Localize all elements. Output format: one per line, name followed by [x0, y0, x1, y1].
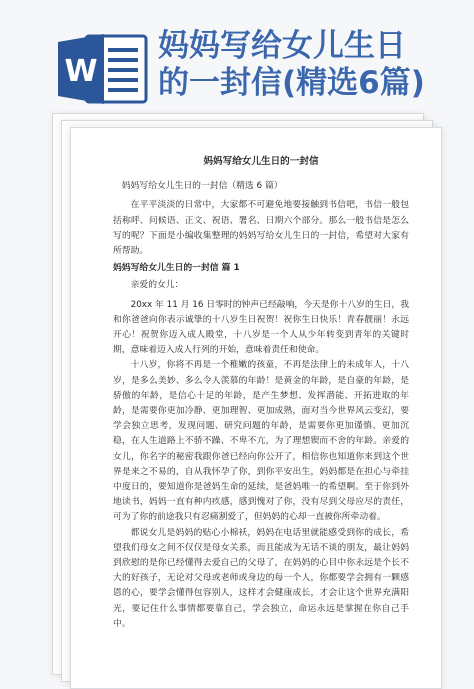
- svg-text:W: W: [64, 54, 98, 89]
- word-document-icon: [56, 32, 148, 106]
- banner-title-line1: 妈妈写给女儿生日: [158, 28, 406, 64]
- body-paragraph-3: 都说女儿是妈妈的贴心小棉袄，妈妈在电话里就能感受到你的成长，希望我们母女之间不仅仅是母女关系，而且能成为无话不谈的朋友，最让妈妈到欣慰的是你已经懂得去爱自己的父母了，在妈妈的心目中你永远是个长不大的好孩子，无论对父母或老师或身边的每一个人，你都要学会拥有一颗感恩的心，要学会懂得包容别人，这样才会健康成长，才会让这个世界充满阳光，要记住什么事情都要靠自己，学会独立，命运永远是掌握在你自己手中。: [113, 527, 409, 629]
- document-title: 妈妈写给女儿生日的一封信: [203, 156, 319, 167]
- banner-title-line2: 的一封信(精选6篇): [158, 65, 425, 101]
- section-heading: 妈妈写给女儿生日的一封信 篇 1: [113, 263, 240, 274]
- document-subtitle: 妈妈写给女儿生日的一封信（精选 6 篇）: [121, 181, 283, 192]
- letter-greeting: 亲爱的女儿：: [130, 280, 184, 291]
- body-paragraph-2: 十八岁，你将不再是一个稚嫩的孩童，不再是法律上的未成年人，十八岁，是多么美妙、多么令人羡慕的年龄！是黄金的年龄，是自豪的年龄，是骄傲的年龄，是信心十足的年龄，是产生梦想、发挥潜能、开拓进取的年龄，是需要你更加冷静、更加理智、更加成熟，面对当今世界风云变幻，要学会独立思考，发现问题、研究问题的年龄，是需要你更加谨慎、更加沉稳，在人生道路上不骄不躁、不卑不亢，为了理想锲而不舍的年龄。亲爱的女儿，你名字的秘密我跟你爸已经向你公开了，相信你也知道你来到这个世界是来之不易的，自从我怀孕了你，到你平安出生，妈妈都是在担心与牵挂中度日的，要知道你是爸妈生命的延续，是爸妈唯一的希望啊。至于你到外地读书，妈妈一直有种内疚感，感到愧对了你，没有尽到父母应尽的责任，可为了你的前途我只有忍痛割爱了，但妈妈的心却一直被你所牵动着。: [113, 360, 409, 523]
- document-content: [113, 154, 409, 632]
- document-preview: [52, 113, 440, 669]
- body-paragraph-1: 20xx 年 11 月 16 日零时的钟声已经敲响，今天是你十八岁的生日，我和你爸爸向你表示诚挚的十八岁生日祝贺！祝你生日快乐！青春靓丽！永远开心！祝贺你迈入成人殿堂，十八岁是一个人从少年转变到青年的关键时期，意味着迈入成人行列的开始，意味着责任和使命。: [113, 299, 409, 356]
- banner-title: [158, 28, 470, 102]
- intro-paragraph: 在平平淡淡的日常中，大家都不可避免地要接触到书信吧，书信一般包括称呼、问候语、正文、祝语、署名、日期六个部分。那么一般书信是怎么写的呢？下面是小编收集整理的妈妈写给女儿生日的一封信，希望对大家有所帮助。: [113, 200, 409, 257]
- banner: [0, 0, 474, 118]
- document-page: [70, 127, 442, 689]
